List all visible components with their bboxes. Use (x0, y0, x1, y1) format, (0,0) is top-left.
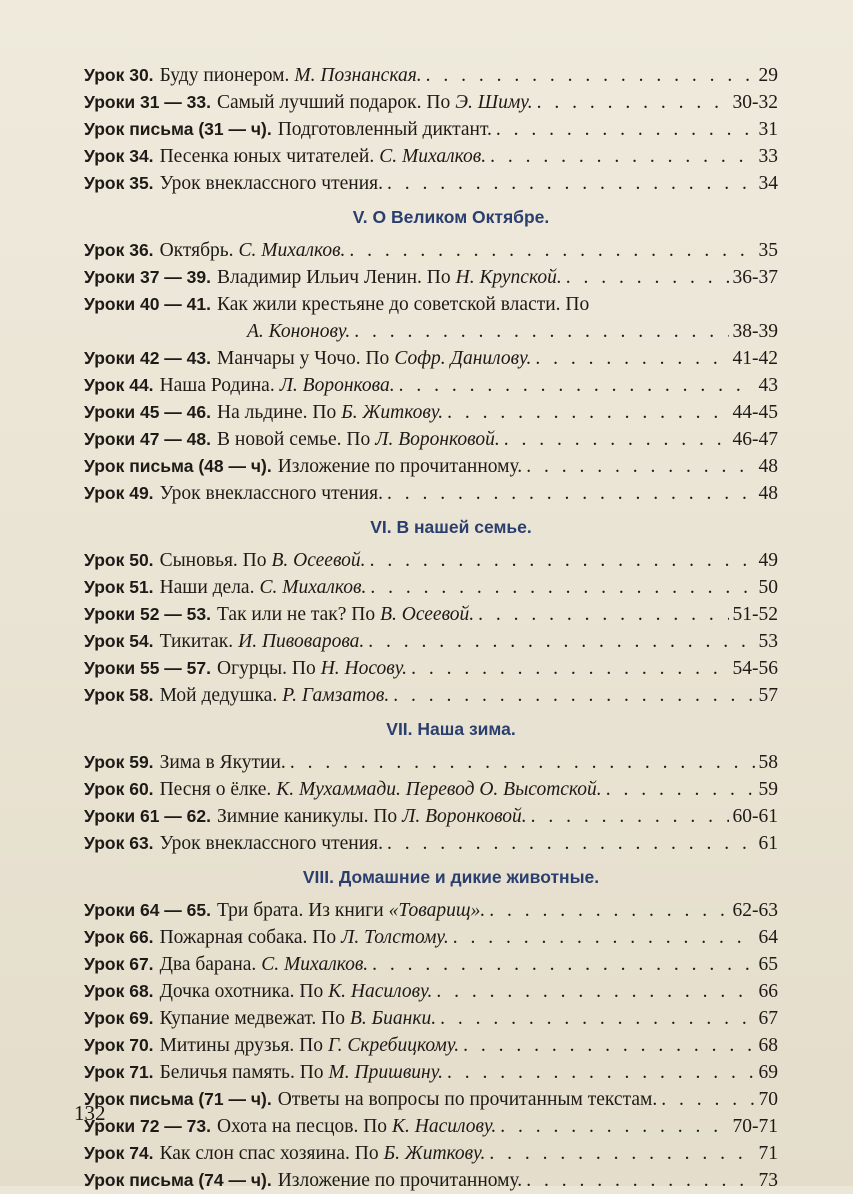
toc-entry (84, 776, 778, 803)
lesson-label: Уроки 52 — 53. (84, 604, 211, 624)
lesson-title: Дочка охотника. По (159, 981, 324, 1002)
page-ref: 48 (758, 483, 778, 504)
dot-leader (370, 547, 755, 574)
dot-leader (368, 628, 754, 655)
dot-leader (447, 1059, 754, 1086)
lesson-title: На льдине. По (217, 402, 337, 423)
page-ref: 61 (758, 833, 778, 854)
dot-leader (496, 116, 755, 143)
lesson-title: Подготовленный диктант. (277, 119, 492, 140)
lesson-title: Изложение по прочитанному. (277, 1170, 523, 1191)
lesson-title: Ответы на вопросы по прочитанным текстам. (277, 1089, 658, 1110)
dot-leader (526, 1167, 754, 1194)
lesson-title: Огурцы. По (217, 658, 316, 679)
page-ref: 66 (758, 981, 778, 1002)
lesson-author: К. Насилову. (392, 1116, 497, 1137)
page-ref: 48 (758, 456, 778, 477)
dot-leader (349, 237, 754, 264)
page-ref: 36-37 (732, 267, 778, 288)
page-ref: 59 (758, 779, 778, 800)
toc-entry (84, 1086, 778, 1113)
lesson-title: Самый лучший подарок. По (217, 92, 451, 113)
toc-entry (84, 264, 778, 291)
toc-entry (84, 1032, 778, 1059)
lesson-label: Урок 70. (84, 1035, 154, 1055)
page-ref: 57 (758, 685, 778, 706)
lesson-author: Б. Житкову. (383, 1143, 486, 1164)
lesson-label: Уроки 37 — 39. (84, 267, 211, 287)
toc-entry (84, 89, 778, 116)
toc-entry (84, 237, 778, 264)
toc-entry (84, 1140, 778, 1167)
page-number: 132 (74, 1101, 106, 1125)
page-ref: 62-63 (732, 900, 778, 921)
toc-entry (84, 601, 778, 628)
lesson-author: С. Михалков. (261, 954, 369, 975)
lesson-author: К. Мухаммади. Перевод О. Высотской. (276, 779, 602, 800)
lesson-author: Софр. Данилову. (394, 348, 532, 369)
lesson-title: Урок внеклассного чтения. (159, 833, 383, 854)
lesson-author: «Товарищ». (388, 900, 486, 921)
lesson-label: Урок 36. (84, 240, 154, 260)
toc-entry (84, 345, 778, 372)
lesson-label: Уроки 40 — 41. (84, 294, 211, 314)
toc-entry (84, 170, 778, 197)
toc-entry-continuation (84, 318, 778, 345)
lesson-title: Мой дедушка. (159, 685, 278, 706)
lesson-label: Урок 68. (84, 981, 154, 1001)
toc-entry (84, 978, 778, 1005)
lesson-author: Л. Воронковой. (375, 429, 500, 450)
lesson-title: Наши дела. (159, 577, 255, 598)
lesson-author: Э. Шиму. (455, 92, 533, 113)
toc-entry (84, 628, 778, 655)
lesson-author: Р. Гамзатов. (282, 685, 390, 706)
lesson-label: Уроки 31 — 33. (84, 92, 211, 112)
lesson-title: Наша Родина. (159, 375, 275, 396)
section-heading: VI. В нашей семье. (370, 517, 532, 537)
lesson-author: М. Пришвину. (328, 1062, 444, 1083)
lesson-label: Уроки 72 — 73. (84, 1116, 211, 1136)
lesson-label: Урок 49. (84, 483, 154, 503)
lesson-label: Уроки 61 — 62. (84, 806, 211, 826)
dot-leader (526, 453, 754, 480)
lesson-label: Урок 59. (84, 752, 154, 772)
dot-leader (453, 924, 755, 951)
lesson-title: Как жили крестьяне до советской власти. По (217, 294, 590, 315)
toc-entry (84, 951, 778, 978)
dot-leader (531, 803, 729, 830)
page-ref: 46-47 (732, 429, 778, 450)
lesson-title: Купание медвежат. По (159, 1008, 346, 1029)
page-ref: 41-42 (732, 348, 778, 369)
page-ref: 51-52 (732, 604, 778, 625)
page-ref: 33 (758, 146, 778, 167)
dot-leader (370, 574, 754, 601)
lesson-author: Н. Носову. (320, 658, 408, 679)
dot-leader (478, 601, 728, 628)
lesson-author: Л. Воронковой. (402, 806, 527, 827)
dot-leader (387, 480, 755, 507)
page-ref: 60-61 (732, 806, 778, 827)
lesson-label: Уроки 42 — 43. (84, 348, 211, 368)
lesson-title: Изложение по прочитанному. (277, 456, 523, 477)
lesson-author: В. Осеевой. (380, 604, 475, 625)
toc-entry (84, 1113, 778, 1140)
lesson-title: Песня о ёлке. (159, 779, 272, 800)
section-heading: VIII. Домашние и дикие животные. (302, 867, 600, 887)
dot-leader (399, 372, 755, 399)
lesson-label: Урок 51. (84, 577, 154, 597)
dot-leader (537, 89, 729, 116)
page-ref: 44-45 (732, 402, 778, 423)
dot-leader (426, 62, 755, 89)
dot-leader (354, 318, 728, 345)
lesson-title: Тикитак. (159, 631, 234, 652)
dot-leader (372, 951, 754, 978)
lesson-title: Песенка юных читателей. (159, 146, 375, 167)
lesson-title: Три брата. Из книги (217, 900, 384, 921)
lesson-title: В новой семье. По (217, 429, 371, 450)
dot-leader (393, 682, 754, 709)
toc-entry (84, 924, 778, 951)
page-ref: 30-32 (732, 92, 778, 113)
dot-leader (490, 143, 754, 170)
lesson-label: Урок 66. (84, 927, 154, 947)
toc-entry (84, 655, 778, 682)
lesson-label: Урок 74. (84, 1143, 154, 1163)
page-ref: 43 (758, 375, 778, 396)
lesson-author: И. Пивоварова. (238, 631, 365, 652)
toc-entry (84, 372, 778, 399)
toc-entry (84, 574, 778, 601)
toc-entry (84, 480, 778, 507)
lesson-title: Урок внеклассного чтения. (159, 483, 383, 504)
toc-entry (84, 62, 778, 89)
lesson-label: Уроки 64 — 65. (84, 900, 211, 920)
lesson-label: Урок письма (48 — ч). (84, 456, 272, 476)
lesson-label: Урок 60. (84, 779, 154, 799)
page-ref: 53 (758, 631, 778, 652)
dot-leader (290, 749, 755, 776)
lesson-title: Беличья память. По (159, 1062, 324, 1083)
dot-leader (504, 426, 729, 453)
lesson-author: В. Бианки. (350, 1008, 437, 1029)
lesson-label: Урок 69. (84, 1008, 154, 1028)
lesson-author: Б. Житкову. (341, 402, 444, 423)
dot-leader (436, 978, 754, 1005)
lesson-title: Так или не так? По (217, 604, 376, 625)
page-ref: 71 (758, 1143, 778, 1164)
lesson-label: Урок 44. (84, 375, 154, 395)
dot-leader (489, 1140, 754, 1167)
lesson-author: С. Михалков. (379, 146, 487, 167)
dot-leader (566, 264, 729, 291)
page-ref: 34 (758, 173, 778, 194)
page-ref: 68 (758, 1035, 778, 1056)
page-ref: 35 (758, 240, 778, 261)
page-ref: 50 (758, 577, 778, 598)
toc-entry (84, 426, 778, 453)
page-ref: 73 (758, 1170, 778, 1191)
lesson-label: Урок 34. (84, 146, 154, 166)
lesson-title: Охота на песцов. По (217, 1116, 388, 1137)
dot-leader (489, 897, 728, 924)
toc-entry (84, 1005, 778, 1032)
lesson-author: С. Михалков. (238, 240, 346, 261)
toc-entry (84, 143, 778, 170)
lesson-label: Урок 35. (84, 173, 154, 193)
toc-entry (84, 1167, 778, 1194)
lesson-title: Буду пионером. (159, 65, 290, 86)
lesson-title: Зимние каникулы. По (217, 806, 398, 827)
toc-entry (84, 547, 778, 574)
lesson-author: А. Кононову. (247, 321, 351, 342)
lesson-author: М. Познанская. (294, 65, 422, 86)
lesson-label: Урок письма (71 — ч). (84, 1089, 272, 1109)
lesson-label: Урок 58. (84, 685, 154, 705)
lesson-title: Зима в Якутии. (159, 752, 286, 773)
lesson-label: Уроки 47 — 48. (84, 429, 211, 449)
toc-entry (84, 116, 778, 143)
lesson-author: Н. Крупской. (455, 267, 562, 288)
page-ref: 67 (758, 1008, 778, 1029)
lesson-title: Как слон спас хозяина. По (159, 1143, 379, 1164)
dot-leader (387, 830, 755, 857)
page-ref: 58 (758, 752, 778, 773)
toc-entry (84, 830, 778, 857)
dot-leader (500, 1113, 728, 1140)
lesson-title: Манчары у Чочо. По (217, 348, 390, 369)
page-ref: 64 (758, 927, 778, 948)
toc-entry (84, 682, 778, 709)
dot-leader (447, 399, 728, 426)
section-heading: VII. Наша зима. (386, 719, 516, 739)
lesson-label: Урок письма (74 — ч). (84, 1170, 272, 1190)
dot-leader (411, 655, 728, 682)
lesson-label: Урок 30. (84, 65, 154, 85)
page-ref: 31 (758, 119, 778, 140)
toc-entry (84, 1059, 778, 1086)
lesson-title: Урок внеклассного чтения. (159, 173, 383, 194)
lesson-title: Пожарная собака. По (159, 927, 337, 948)
lesson-author: С. Михалков. (259, 577, 367, 598)
dot-leader (440, 1005, 754, 1032)
section-heading: V. О Великом Октябре. (352, 207, 550, 227)
dot-leader (535, 345, 728, 372)
lesson-author: Г. Скребицкому. (328, 1035, 460, 1056)
toc-entry (84, 453, 778, 480)
lesson-author: В. Осеевой. (271, 550, 366, 571)
lesson-author: К. Насилову. (328, 981, 433, 1002)
lesson-label: Урок 50. (84, 550, 154, 570)
page-ref: 69 (758, 1062, 778, 1083)
page-ref: 65 (758, 954, 778, 975)
lesson-label: Урок 63. (84, 833, 154, 853)
lesson-label: Уроки 45 — 46. (84, 402, 211, 422)
lesson-label: Уроки 55 — 57. (84, 658, 211, 678)
lesson-label: Урок письма (31 — ч). (84, 119, 272, 139)
lesson-label: Урок 54. (84, 631, 154, 651)
lesson-title: Два барана. (159, 954, 257, 975)
page-ref: 29 (758, 65, 778, 86)
dot-leader (606, 776, 755, 803)
page-ref: 54-56 (732, 658, 778, 679)
lesson-title: Митины друзья. По (159, 1035, 324, 1056)
page-ref: 70 (758, 1089, 778, 1110)
dot-leader (661, 1086, 754, 1113)
lesson-label: Урок 71. (84, 1062, 154, 1082)
toc-entry (84, 897, 778, 924)
toc-entry (84, 803, 778, 830)
page-ref: 38-39 (732, 321, 778, 342)
lesson-label: Урок 67. (84, 954, 154, 974)
lesson-title: Октябрь. (159, 240, 234, 261)
lesson-author: Л. Толстому. (341, 927, 449, 948)
toc-entry (84, 291, 778, 318)
toc-entry (84, 749, 778, 776)
page-ref: 49 (758, 550, 778, 571)
lesson-title: Сыновья. По (159, 550, 267, 571)
dot-leader (463, 1032, 754, 1059)
lesson-author: Л. Воронкова. (279, 375, 395, 396)
table-of-contents (84, 62, 778, 1194)
page-ref: 70-71 (732, 1116, 778, 1137)
dot-leader (387, 170, 755, 197)
toc-entry (84, 399, 778, 426)
lesson-title: Владимир Ильич Ленин. По (217, 267, 451, 288)
